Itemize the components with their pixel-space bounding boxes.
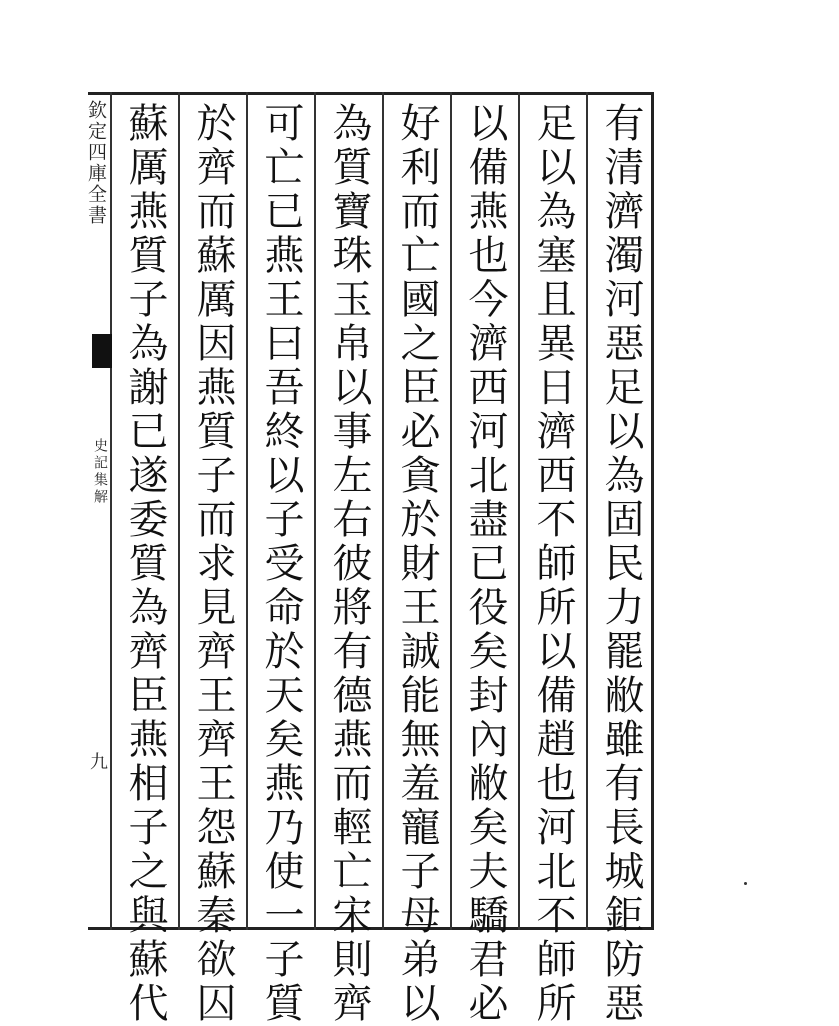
fishtail-mark: [92, 334, 112, 368]
edge-text: 欽定四庫全書: [85, 100, 107, 226]
text-column-1: [586, 92, 654, 1026]
text-column-4: [382, 92, 450, 1026]
column-text: 於齊而蘇厲因燕質子而求見齊王齊王怨蘇秦欲囚: [190, 102, 236, 1026]
text-column-7: [178, 92, 246, 1026]
text-column-5: [314, 92, 382, 1026]
column-text: 好利而亡國之臣必貪於財王誠能無羞寵子母弟以: [394, 102, 440, 1026]
ink-speck: [744, 882, 747, 885]
page-number: 九: [87, 752, 108, 770]
book-title: 史記集解: [92, 438, 108, 506]
column-text: 可亡已燕王曰吾終以子受命於天矣燕乃使一子質: [258, 102, 304, 1026]
text-columns: [112, 92, 654, 1026]
column-text: 以備燕也今濟西河北盡已役矣封內敝矣夫驕君必: [462, 102, 508, 1026]
column-text: 有清濟濁河惡足以為固民力罷敝雖有長城鉅防惡: [598, 102, 644, 1026]
text-column-6: [246, 92, 314, 1026]
column-text: 蘇厲燕質子為謝已遂委質為齊臣燕相子之與蘇代: [122, 102, 168, 1026]
column-text: 為質寶珠玉帛以事左右彼將有德燕而輕亡宋則齊: [326, 102, 372, 1026]
text-column-2: [518, 92, 586, 1026]
text-column-3: [450, 92, 518, 1026]
text-column-8: [112, 92, 178, 1026]
column-text: 足以為塞且異日濟西不師所以備趙也河北不師所: [530, 102, 576, 1026]
